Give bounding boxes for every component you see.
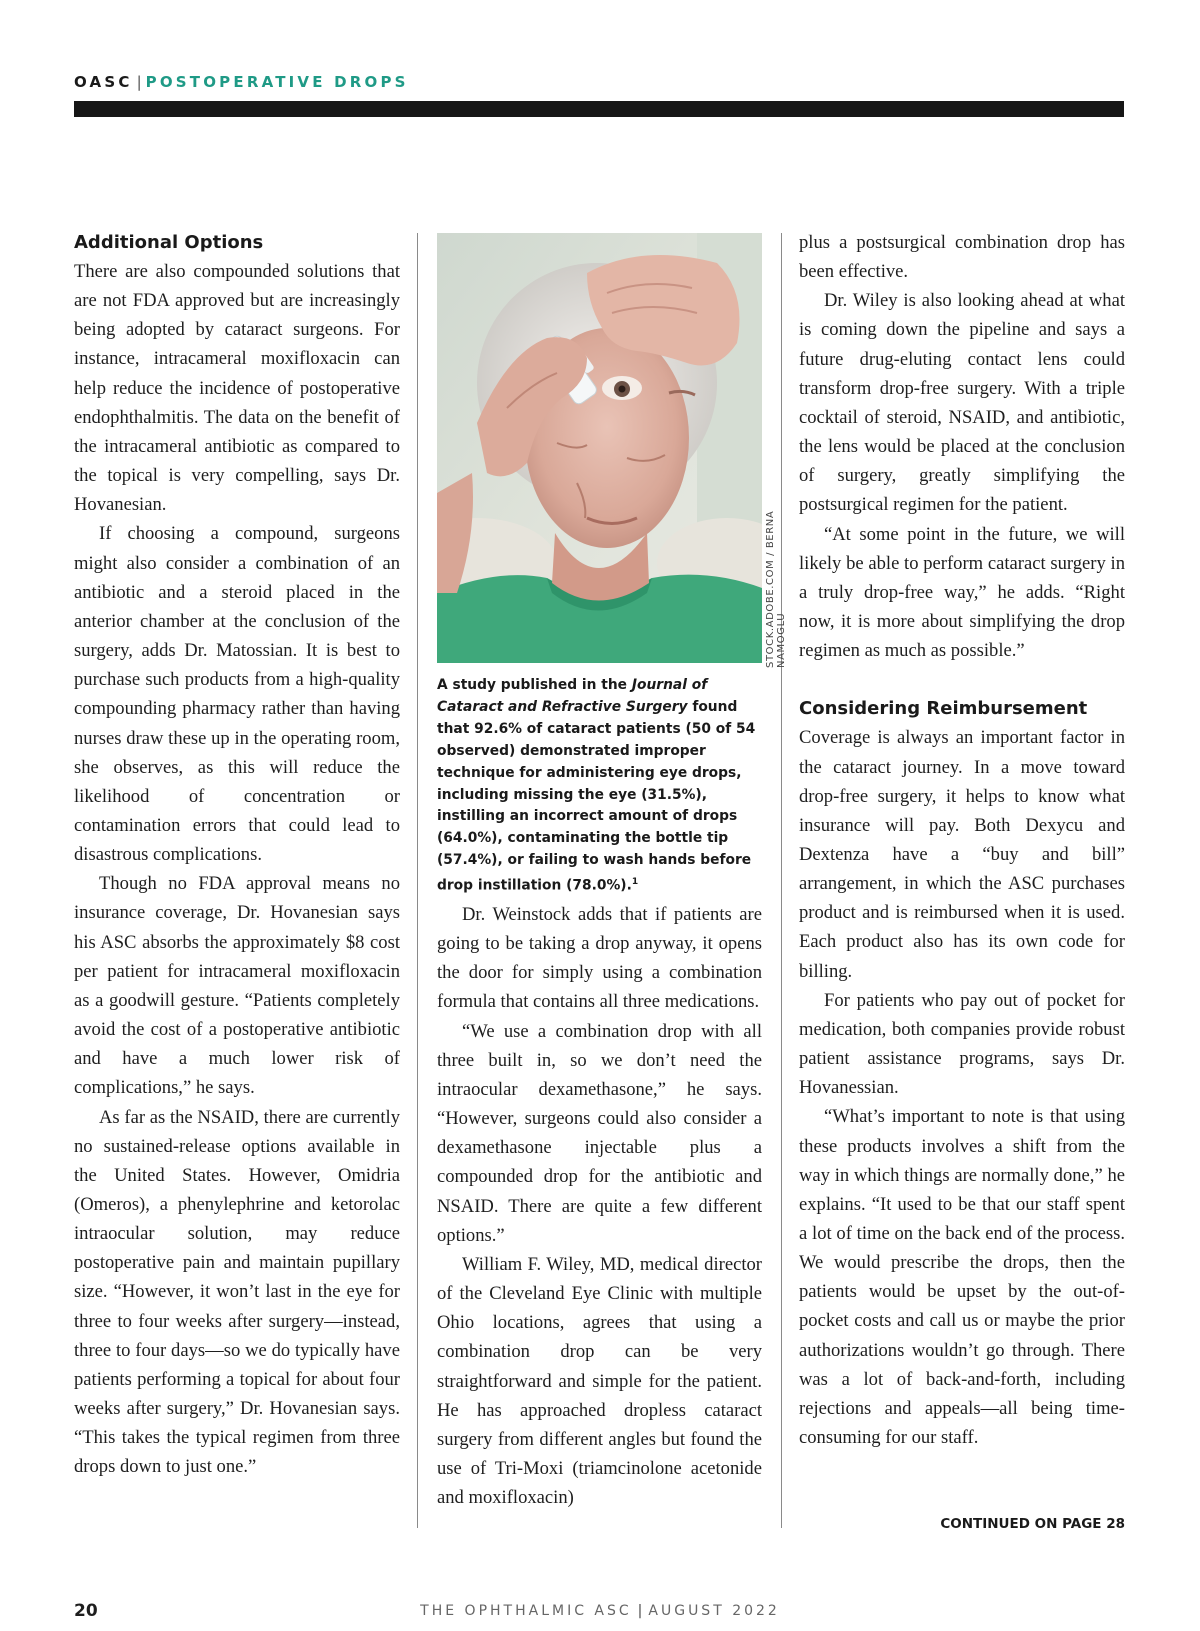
photo-caption: [437, 675, 767, 898]
running-header: [74, 73, 409, 91]
paragraph: “At some point in the future, we will likely be able to perform cataract surgery in a truly drop-free way,” he adds. “Right now, it is more about simplifying the drop regimen as much as possible.”: [799, 523, 1125, 662]
paragraph: Though no FDA approval means no insurance coverage, Dr. Hovanesian says his ASC absorbs the approximately $8 cost per patient for intracameral moxifloxacin as a goodwill gesture. “Patients completely avoid the cost of a postoperative antibiotic and have a much lower risk of complications,” he says.: [74, 873, 400, 1099]
header-separator: |: [136, 73, 142, 91]
photo-woman-eye-drops: [437, 233, 762, 663]
paragraph: Dr. Wiley is also looking ahead at what is coming down the pipeline and says a future drug-eluting contact lens could transform drop-free surgery. With a triple cocktail of steroid, NSAID, and antibiotic, the lens would be placed at the conclusion of surgery, greatly simplifying the postsurgical regimen for the patient.: [799, 290, 1125, 516]
heading-considering-reimbursement: Considering Reimbursement: [799, 698, 1088, 720]
header-rule: [74, 101, 1124, 117]
column-divider: [781, 233, 782, 1528]
column-divider: [417, 233, 418, 1528]
paragraph: For patients who pay out of pocket for medication, both companies provide robust patient assistance programs, says Dr. Hovanessian.: [799, 989, 1125, 1099]
paragraph: Coverage is always an important factor in the cataract journey. In a move toward drop-free surgery, it helps to know what insurance will pay. Both Dexycu and Dextenza have a “buy and bill” arrangement, in which the ASC purchases product and is reimbursed when it is used. Each product also has its own code for billing.: [799, 727, 1125, 982]
column-2: [437, 900, 762, 1512]
page-number: 20: [74, 1601, 98, 1621]
footer: [0, 1603, 1200, 1619]
paragraph: “We use a combination drop with all three built in, so we don’t need the intraocular dexamethasone,” he says. “However, surgeons could also consider a dexamethasone injectable plus a compounded drop for the antibiotic and NSAID. There are quite a few different options.”: [437, 1020, 762, 1246]
footer-separator: |: [637, 1603, 643, 1619]
paragraph: There are also compounded solutions that are not FDA approved but are increasingly being adopted by cataract surgeons. For instance, intracameral moxifloxacin can help reduce the incidence of postoperative endophthalmitis. The data on the benefit of the intracameral antibiotic as compared to the topical is very compelling, says Dr. Hovanesian.: [74, 261, 400, 516]
column-1: [74, 228, 400, 1482]
heading-additional-options: Additional Options: [74, 232, 264, 253]
header-brand: OASC: [74, 73, 133, 91]
header-section: POSTOPERATIVE DROPS: [145, 73, 409, 91]
caption-reference: 1: [631, 877, 639, 888]
footer-publication: THE OPHTHALMIC ASC: [420, 1603, 632, 1619]
paragraph: “What’s important to note is that using these products involves a shift from the way in which things are normally done,” he explains. “It used to be that our staff spent a lot of time on the back end of the process. We would prescribe the drops, then the patients would be upset by the out-of-pocket costs and call us or maybe the prior authorizations wouldn’t go through. There was a lot of back-and-forth, including rejections and appeals—all being time-consuming for our staff.: [799, 1106, 1125, 1449]
paragraph: If choosing a compound, surgeons might also consider a combination of an antibiotic and a steroid placed in the anterior chamber at the conclusion of the surgery, adds Dr. Matossian. It is best to purchase such products from a high-quality compounding pharmacy rather than having nurses draw these up in the operating room, she observes, as this will reduce the likelihood of concentration or contamination errors that could lead to disastrous complications.: [74, 523, 400, 866]
paragraph: William F. Wiley, MD, medical director of the Cleveland Eye Clinic with multiple Ohio locations, agrees that using a combination drop can be very straightforward and simple for the patient. He has approached dropless cataract surgery from different angles but found the use of Tri-Moxi (triamcinolone acetonide and moxifloxacin): [437, 1253, 762, 1509]
caption-journal-title: Journal of Cataract and Refractive Surgery: [437, 677, 708, 715]
photo-credit: STOCK.ADOBE.COM / BERNA NAMOGLU: [765, 510, 787, 668]
caption-text-end: found that 92.6% of cataract patients (50 of 54 observed) demonstrated improper technique for administering eye drops, including missing the eye (31.5%), instilling an incorrect amount of drops (64.0%), contaminating the bottle tip (57.4%), or failing to wash hands before drop instillation (78.0%).: [437, 698, 756, 894]
caption-text-start: A study published in the: [437, 677, 632, 693]
column-3: [799, 228, 1125, 1452]
paragraph: Dr. Weinstock adds that if patients are going to be taking a drop anyway, it opens the door for simply using a combination formula that contains all three medications.: [437, 904, 762, 1013]
footer-issue: AUGUST 2022: [648, 1603, 780, 1619]
paragraph: plus a postsurgical combination drop has been effective.: [799, 232, 1125, 283]
paragraph: As far as the NSAID, there are currently no sustained-release options available in the United States. However, Omidria (Omeros), a phenylephrine and ketorolac intraocular solution, may reduce postoperative pain and maintain pupillary size. “However, it won’t last in the eye for three to four weeks after surgery—instead, three to four days—so we do typically have patients performing a topical for about four weeks after surgery,” Dr. Hovanesian says. “This takes the typical regimen from three drops down to just one.”: [74, 1106, 400, 1478]
continued-link[interactable]: CONTINUED ON PAGE 28: [940, 1516, 1125, 1532]
